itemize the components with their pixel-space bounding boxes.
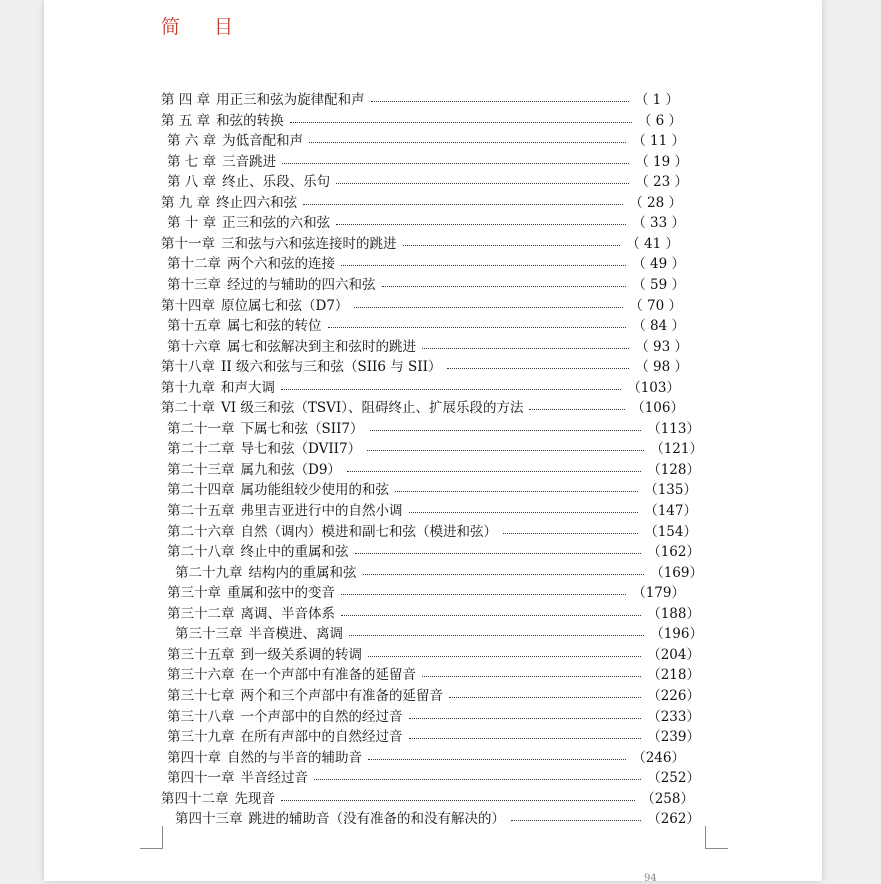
toc-chapter-title: 用正三和弦为旋律配和声	[216, 92, 365, 108]
toc-entry[interactable]	[167, 417, 700, 437]
crop-mark-bottom-right	[705, 826, 728, 849]
toc-entry[interactable]	[167, 170, 688, 190]
toc-page-number: （ 98 ）	[635, 359, 688, 376]
toc-chapter-title: 三和弦与六和弦连接时的跳进	[221, 235, 397, 252]
toc-chapter-label: 第二十九章	[175, 564, 243, 581]
toc-chapter-label: 第四十三章	[175, 811, 243, 828]
toc-chapter-label: 第二十六章	[167, 523, 235, 540]
toc-page-number: （246）	[632, 749, 685, 766]
toc-entry[interactable]	[161, 191, 682, 211]
toc-chapter-label: 第 七 章	[167, 153, 217, 170]
toc-entry[interactable]	[167, 540, 700, 560]
toc-chapter-title: 两个和三个声部中有准备的延留音	[240, 687, 443, 704]
toc-chapter-title: 下属七和弦（SII7）	[240, 420, 364, 437]
toc-chapter-label: 第四十二章	[161, 790, 229, 807]
toc-dot-leader	[409, 738, 642, 739]
toc-entry[interactable]	[167, 520, 697, 540]
toc-entry[interactable]	[175, 807, 700, 827]
toc-entry[interactable]	[167, 129, 685, 149]
toc-page-number: （ 6 ）	[637, 112, 682, 129]
toc-page-number: （262）	[647, 811, 700, 828]
toc-entry[interactable]	[167, 437, 703, 457]
toc-entry[interactable]	[167, 211, 685, 231]
toc-dot-leader	[368, 759, 626, 760]
toc-chapter-title: 原位属七和弦（D7）	[221, 297, 349, 314]
toc-entry[interactable]	[167, 746, 685, 766]
toc-chapter-label: 第三十九章	[167, 729, 235, 746]
toc-chapter-title: 先现音	[234, 790, 275, 807]
toc-chapter-label: 第三十章	[167, 585, 221, 602]
toc-dot-leader	[511, 820, 641, 821]
toc-chapter-title: 自然的与半音的辅助音	[227, 749, 362, 766]
toc-page-number: （ 59 ）	[632, 276, 685, 293]
toc-chapter-title: 导七和弦（DVII7）	[240, 441, 362, 458]
toc-dot-leader	[349, 635, 644, 636]
toc-dot-leader	[354, 307, 623, 308]
toc-dot-leader	[363, 574, 645, 575]
toc-page-number: （204）	[647, 646, 700, 663]
toc-page-number: （226）	[647, 687, 700, 704]
toc-dot-leader	[367, 450, 644, 451]
toc-page-number: （121）	[650, 441, 703, 458]
toc-chapter-title: VI 级三和弦（TSVI）、阻碍终止、扩展乐段的方法	[221, 400, 524, 417]
toc-entry[interactable]	[161, 787, 694, 807]
toc-chapter-title: 三音跳进	[222, 153, 277, 170]
toc-dot-leader	[281, 389, 621, 390]
toc-dot-leader	[355, 553, 642, 554]
toc-chapter-title: 属九和弦（D9）	[240, 461, 341, 478]
toc-dot-leader	[447, 368, 629, 369]
toc-entry[interactable]	[161, 88, 679, 108]
toc-page-number: （113）	[647, 420, 700, 437]
toc-entry[interactable]	[167, 458, 700, 478]
toc-page-number: （128）	[647, 461, 700, 478]
toc-entry[interactable]	[167, 766, 700, 786]
toc-entry[interactable]	[167, 273, 685, 293]
toc-page-number: （103）	[627, 379, 680, 396]
toc-chapter-label: 第 八 章	[167, 174, 217, 191]
toc-dot-leader	[282, 163, 629, 164]
toc-page-number: （162）	[647, 544, 700, 561]
toc-dot-leader	[281, 800, 635, 801]
toc-page-number: （239）	[647, 729, 700, 746]
toc-dot-leader	[303, 204, 623, 205]
toc-chapter-title: 离调、半音体系	[240, 605, 335, 622]
toc-page-number: （258）	[641, 790, 694, 807]
toc-chapter-label: 第三十八章	[167, 708, 235, 725]
toc-chapter-label: 第十六章	[167, 338, 221, 355]
toc-entry[interactable]	[167, 684, 700, 704]
toc-chapter-label: 第二十一章	[167, 420, 235, 437]
toc-entry[interactable]	[167, 150, 688, 170]
toc-dot-leader	[503, 533, 638, 534]
toc-dot-leader	[449, 697, 641, 698]
toc-chapter-label: 第十二章	[167, 256, 221, 273]
toc-page-number: （154）	[644, 523, 697, 540]
toc-entry[interactable]	[161, 396, 684, 416]
toc-entry[interactable]	[175, 622, 703, 642]
toc-dot-leader	[395, 491, 638, 492]
toc-dot-leader	[341, 615, 641, 616]
toc-entry[interactable]	[167, 725, 700, 745]
toc-dot-leader	[422, 348, 629, 349]
toc-page-number: （ 84 ）	[632, 318, 685, 335]
toc-chapter-label: 第十五章	[167, 318, 221, 335]
toc-entry[interactable]	[167, 663, 700, 683]
toc-chapter-title: 在所有声部中的自然经过音	[240, 729, 403, 746]
toc-dot-leader	[422, 676, 641, 677]
toc-dot-leader	[529, 409, 625, 410]
toc-dot-leader	[370, 430, 642, 431]
toc-chapter-title: 终止四六和弦	[216, 194, 298, 211]
toc-page-number: （ 33 ）	[632, 215, 685, 232]
toc-chapter-label: 第 五 章	[161, 112, 211, 129]
toc-dot-leader	[336, 183, 629, 184]
toc-chapter-label: 第十八章	[161, 359, 215, 376]
toc-chapter-label: 第三十七章	[167, 687, 235, 704]
toc-chapter-label: 第二十二章	[167, 441, 235, 458]
toc-chapter-title: 经过的与辅助的四六和弦	[227, 276, 376, 293]
toc-chapter-title: 半音经过音	[240, 770, 308, 787]
toc-page-number: （ 11 ）	[632, 133, 685, 150]
toc-page-number: （135）	[644, 482, 697, 499]
toc-dot-leader	[309, 142, 626, 143]
toc-chapter-title: 属七和弦的转位	[227, 318, 322, 335]
toc-page-number: （147）	[644, 503, 697, 519]
toc-dot-leader	[314, 779, 641, 780]
toc-chapter-label: 第 十 章	[167, 215, 217, 232]
toc-dot-leader	[382, 286, 627, 287]
toc-page-number: （106）	[631, 400, 684, 417]
toc-entry[interactable]	[167, 314, 685, 334]
toc-entry[interactable]	[167, 581, 685, 601]
toc-dot-leader	[328, 327, 627, 328]
toc-entry[interactable]	[167, 478, 697, 498]
toc-chapter-label: 第十九章	[161, 379, 215, 396]
toc-chapter-title: 结构内的重属和弦	[248, 564, 357, 581]
toc-chapter-label: 第二十八章	[167, 544, 235, 561]
toc-dot-leader	[368, 656, 641, 657]
toc-entry[interactable]	[167, 499, 697, 519]
toc-dot-leader	[347, 471, 641, 472]
toc-chapter-label: 第 六 章	[167, 133, 217, 150]
toc-page-number: （196）	[650, 626, 703, 643]
toc-chapter-title: 跳进的辅助音（没有准备的和没有解决的）	[248, 811, 505, 828]
toc-page-number: （ 70 ）	[629, 297, 682, 314]
toc-chapter-title: 在一个声部中有准备的延留音	[240, 667, 416, 684]
toc-entry[interactable]	[167, 643, 700, 663]
toc-entry[interactable]	[161, 294, 682, 314]
toc-page-number: （179）	[632, 585, 685, 602]
toc-chapter-label: 第十三章	[167, 276, 221, 293]
toc-chapter-title: 终止中的重属和弦	[240, 544, 349, 561]
toc-page-number: （252）	[647, 770, 700, 787]
toc-chapter-title: 和声大调	[221, 379, 275, 396]
toc-page-number: （ 93 ）	[635, 338, 688, 355]
toc-dot-leader	[403, 245, 621, 246]
toc-dot-leader	[409, 512, 639, 513]
toc-page-number: （ 19 ）	[635, 153, 688, 170]
toc-chapter-title: II 级六和弦与三和弦（SII6 与 SII）	[221, 359, 442, 376]
toc-page-number: （169）	[650, 564, 703, 581]
crop-mark-bottom-left	[140, 826, 163, 849]
toc-dot-leader	[341, 265, 626, 266]
toc-entry[interactable]	[175, 561, 703, 581]
toc-page-number: （233）	[647, 708, 700, 725]
toc-entry[interactable]	[167, 602, 700, 622]
toc-chapter-label: 第四十章	[167, 749, 221, 766]
toc-chapter-label: 第十四章	[161, 297, 215, 314]
toc-page-number: （218）	[647, 667, 700, 684]
toc-chapter-label: 第二十四章	[167, 482, 235, 499]
toc-chapter-title: 重属和弦中的变音	[227, 585, 335, 602]
toc-chapter-title: 一个声部中的自然的经过音	[240, 708, 403, 725]
toc-entry[interactable]	[161, 376, 680, 396]
toc-entry[interactable]	[161, 232, 679, 252]
toc-dot-leader	[290, 122, 632, 123]
toc-chapter-label: 第十一章	[161, 235, 215, 252]
toc-dot-leader	[371, 101, 629, 102]
toc-chapter-title: 属功能组较少使用的和弦	[240, 482, 389, 499]
toc-page-number: （ 49 ）	[632, 256, 685, 273]
toc-chapter-label: 第三十二章	[167, 605, 235, 622]
toc-chapter-label: 第三十三章	[175, 626, 243, 643]
toc-chapter-label: 第二十章	[161, 400, 215, 417]
toc-chapter-title: 终止、乐段、乐句	[222, 174, 331, 191]
toc-chapter-title: 半音模进、离调	[248, 626, 343, 643]
toc-page-number: （ 1 ）	[634, 92, 679, 108]
toc-page-number: （ 41 ）	[626, 235, 679, 252]
toc-chapter-label: 第二十三章	[167, 461, 235, 478]
toc-chapter-label: 第 四 章	[161, 92, 211, 108]
toc-chapter-title: 和弦的转换	[216, 112, 284, 129]
toc-chapter-label: 第二十五章	[167, 503, 235, 519]
toc-page-number: （188）	[647, 605, 700, 622]
toc-chapter-title: 到一级关系调的转调	[240, 646, 362, 663]
toc-chapter-title: 属七和弦解决到主和弦时的跳进	[227, 338, 416, 355]
toc-entry[interactable]	[161, 355, 688, 375]
toc-entry[interactable]	[167, 705, 700, 725]
page-title: 简 目	[161, 16, 248, 38]
toc-page-number: （ 23 ）	[635, 174, 688, 191]
toc-chapter-title: 正三和弦的六和弦	[222, 215, 331, 232]
toc-chapter-label: 第三十六章	[167, 667, 235, 684]
toc-chapter-label: 第三十五章	[167, 646, 235, 663]
toc-chapter-title: 两个六和弦的连接	[227, 256, 335, 273]
toc-chapter-label: 第四十一章	[167, 770, 235, 787]
toc-dot-leader	[341, 594, 626, 595]
toc-chapter-label: 第 九 章	[161, 194, 211, 211]
toc-entry[interactable]	[161, 109, 682, 129]
toc-entry[interactable]	[167, 335, 688, 355]
toc-entry[interactable]	[167, 252, 685, 272]
toc-chapter-title: 为低音配和声	[222, 133, 304, 150]
toc-page-number: （ 28 ）	[629, 194, 682, 211]
toc-dot-leader	[409, 718, 642, 719]
footer-page-number: 94	[644, 873, 657, 884]
toc-chapter-title: 自然（调内）模进和副七和弦（模进和弦）	[240, 523, 497, 540]
toc-chapter-title: 弗里吉亚进行中的自然小调	[240, 503, 403, 519]
toc-dot-leader	[336, 224, 626, 225]
